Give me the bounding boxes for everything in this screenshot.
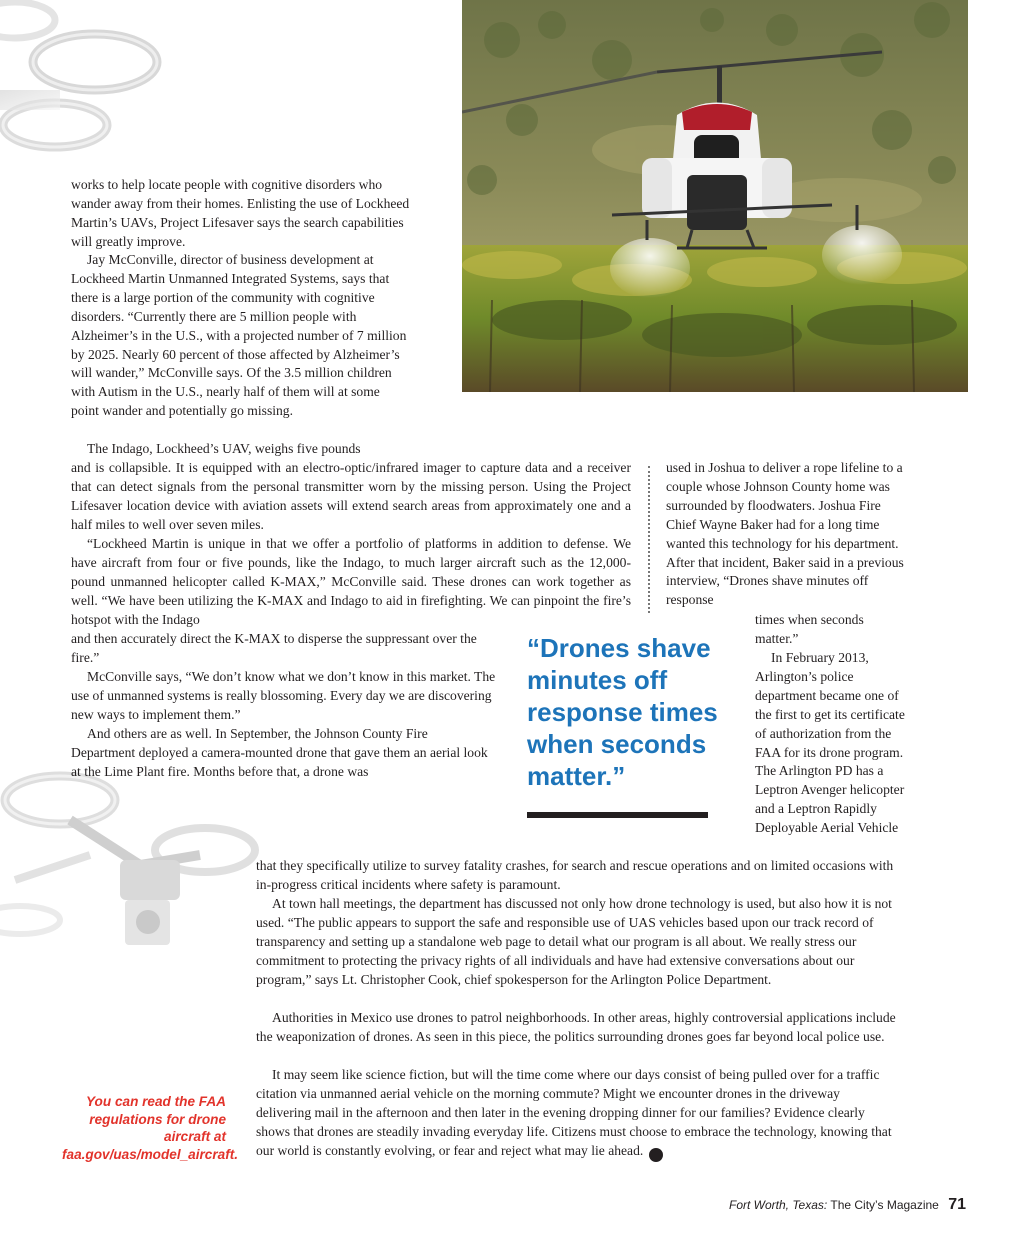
article-paragraph-3-cont: and is collapsible. It is equipped with an electro-optic/infrared imager to capture data and a receiver that can detect signals from the personal transmitter worn by the missing person. Using the Project Lifesaver location device with aviation assets will extend search areas from approximately one and a half miles to well over seven miles.	[71, 460, 631, 532]
article-paragraph-10	[256, 1066, 896, 1162]
helicopter-vineyard-photo	[462, 0, 968, 392]
page-number: 71	[948, 1196, 966, 1213]
article-paragraph-9: Authorities in Mexico use drones to patrol neighborhoods. In other areas, highly controversial applications include the weaponization of drones. As seen in this piece, the politics surrounding drones goes far beyond local police use.	[256, 1010, 896, 1044]
article-paragraph-7: that they specifically utilize to survey fatality crashes, for search and rescue operations and on limited occasions with in-progress critical incidents where safety is paramount.	[256, 858, 894, 892]
pull-quote-rule	[527, 812, 708, 818]
column2-paragraph-1: used in Joshua to deliver a rope lifeline to a couple whose Johnson County home was surrounded by floodwaters. Joshua Fire Chief Wayne Baker had for a long time wanted this technology for his department. After that incident, Baker said in a previous interview, “Drones shave minutes off response	[666, 460, 904, 608]
article-paragraph-4-cont: and then accurately direct the K-MAX to disperse the suppressant over the fire.”	[71, 631, 477, 665]
article-paragraph-3-start: The Indago, Lockheed’s UAV, weighs five pounds	[87, 441, 361, 456]
column2-paragraph-2: In February 2013, Arlington’s police department became one of the first to get its certificate of authorization from the FAA for its drone program. The Arlington PD has a Leptron Avenger helicopter and a Leptron Rapidly Deployable Aerial Vehicle	[755, 650, 905, 836]
article-paragraph-10-text: It may seem like science fiction, but will the time come where our days consist of being pulled over for a traffic citation via unmanned aerial vehicle on the morning commute? Might we encounter drones in the driveway delivering mail in the afternoon and then later in the evening dropping dinner for our families? Evidence clearly shows that drones are steadily invading everyday life. Citizens must choose to embrace the technology, knowing that our world is constantly evolving, or fear and reject what may lie ahead.	[256, 1067, 892, 1158]
article-paragraph-6: And others are as well. In September, the Johnson County Fire Department deployed a camera-mounted drone that gave them an aerial look at the Lime Plant fire. Months before that, a drone was	[71, 726, 488, 779]
column-divider	[648, 466, 650, 613]
article-paragraph-4: “Lockheed Martin is unique in that we offer a portfolio of platforms in addition to defense. We have aircraft from four or five pounds, like the Indago, to much larger aircraft such as the 12,000-pound unmanned helicopter called K-MAX,” McConville said. These drones can work together as well. “We have been utilizing the K-MAX and Indago to aid in firefighting. We can pinpoint the fire’s hotspot with the Indago	[71, 536, 631, 627]
drone-illustration-bottom	[0, 760, 265, 980]
article-paragraph-1: works to help locate people with cognitive disorders who wander away from their homes. Enlisting the use of Lockheed Martin’s UAVs, Project Lifesaver says the search capabilities will greatly improve.	[71, 177, 410, 249]
article-paragraph-8: At town hall meetings, the department has discussed not only how drone technology is used, but also how it is not used. “The public appears to support the safe and responsible use of UAS vehicles based upon our track record of transparency and setting up a standalone web page to detail what our program is all about. We really stress our commitment to protecting the privacy rights of all individuals and have had extensive conversations about our program,” says Lt. Christopher Cook, chief spokesperson for the Arlington Police Department.	[256, 896, 892, 987]
faa-sidenote: You can read the FAA regulations for drone aircraft at faa.gov/uas/model_aircraft.	[62, 1094, 239, 1162]
page-footer	[729, 1196, 966, 1214]
pull-quote: “Drones shave minutes off response times when seconds matter.”	[527, 633, 718, 791]
article-paragraph-2: Jay McConville, director of business development at Lockheed Martin Unmanned Integrated Systems, says that there is a large portion of the community with cognitive disorders. “Currently there are 5 million people with Alzheimer’s in the U.S., with a projected number of 7 million by 2025. Nearly 60 percent of those affected by Alzheimer’s will wander,” McConville says. Of the 3.5 million children with Autism in the U.S., nearly half of them will at some point wander and potentially go missing.	[71, 252, 407, 419]
article-paragraph-5: McConville says, “We don’t know what we don’t know in this market. The use of unmanned systems is really blossoming. Every day we are discovering new ways to implement them.”	[71, 669, 496, 722]
column2-paragraph-1-cont: times when seconds matter.”	[755, 612, 864, 646]
publication-tagline: The City’s Magazine	[830, 1198, 939, 1212]
drone-illustration-top	[0, 0, 200, 175]
end-mark-icon: fw	[649, 1148, 663, 1162]
publication-name: Fort Worth, Texas:	[728, 1198, 828, 1212]
